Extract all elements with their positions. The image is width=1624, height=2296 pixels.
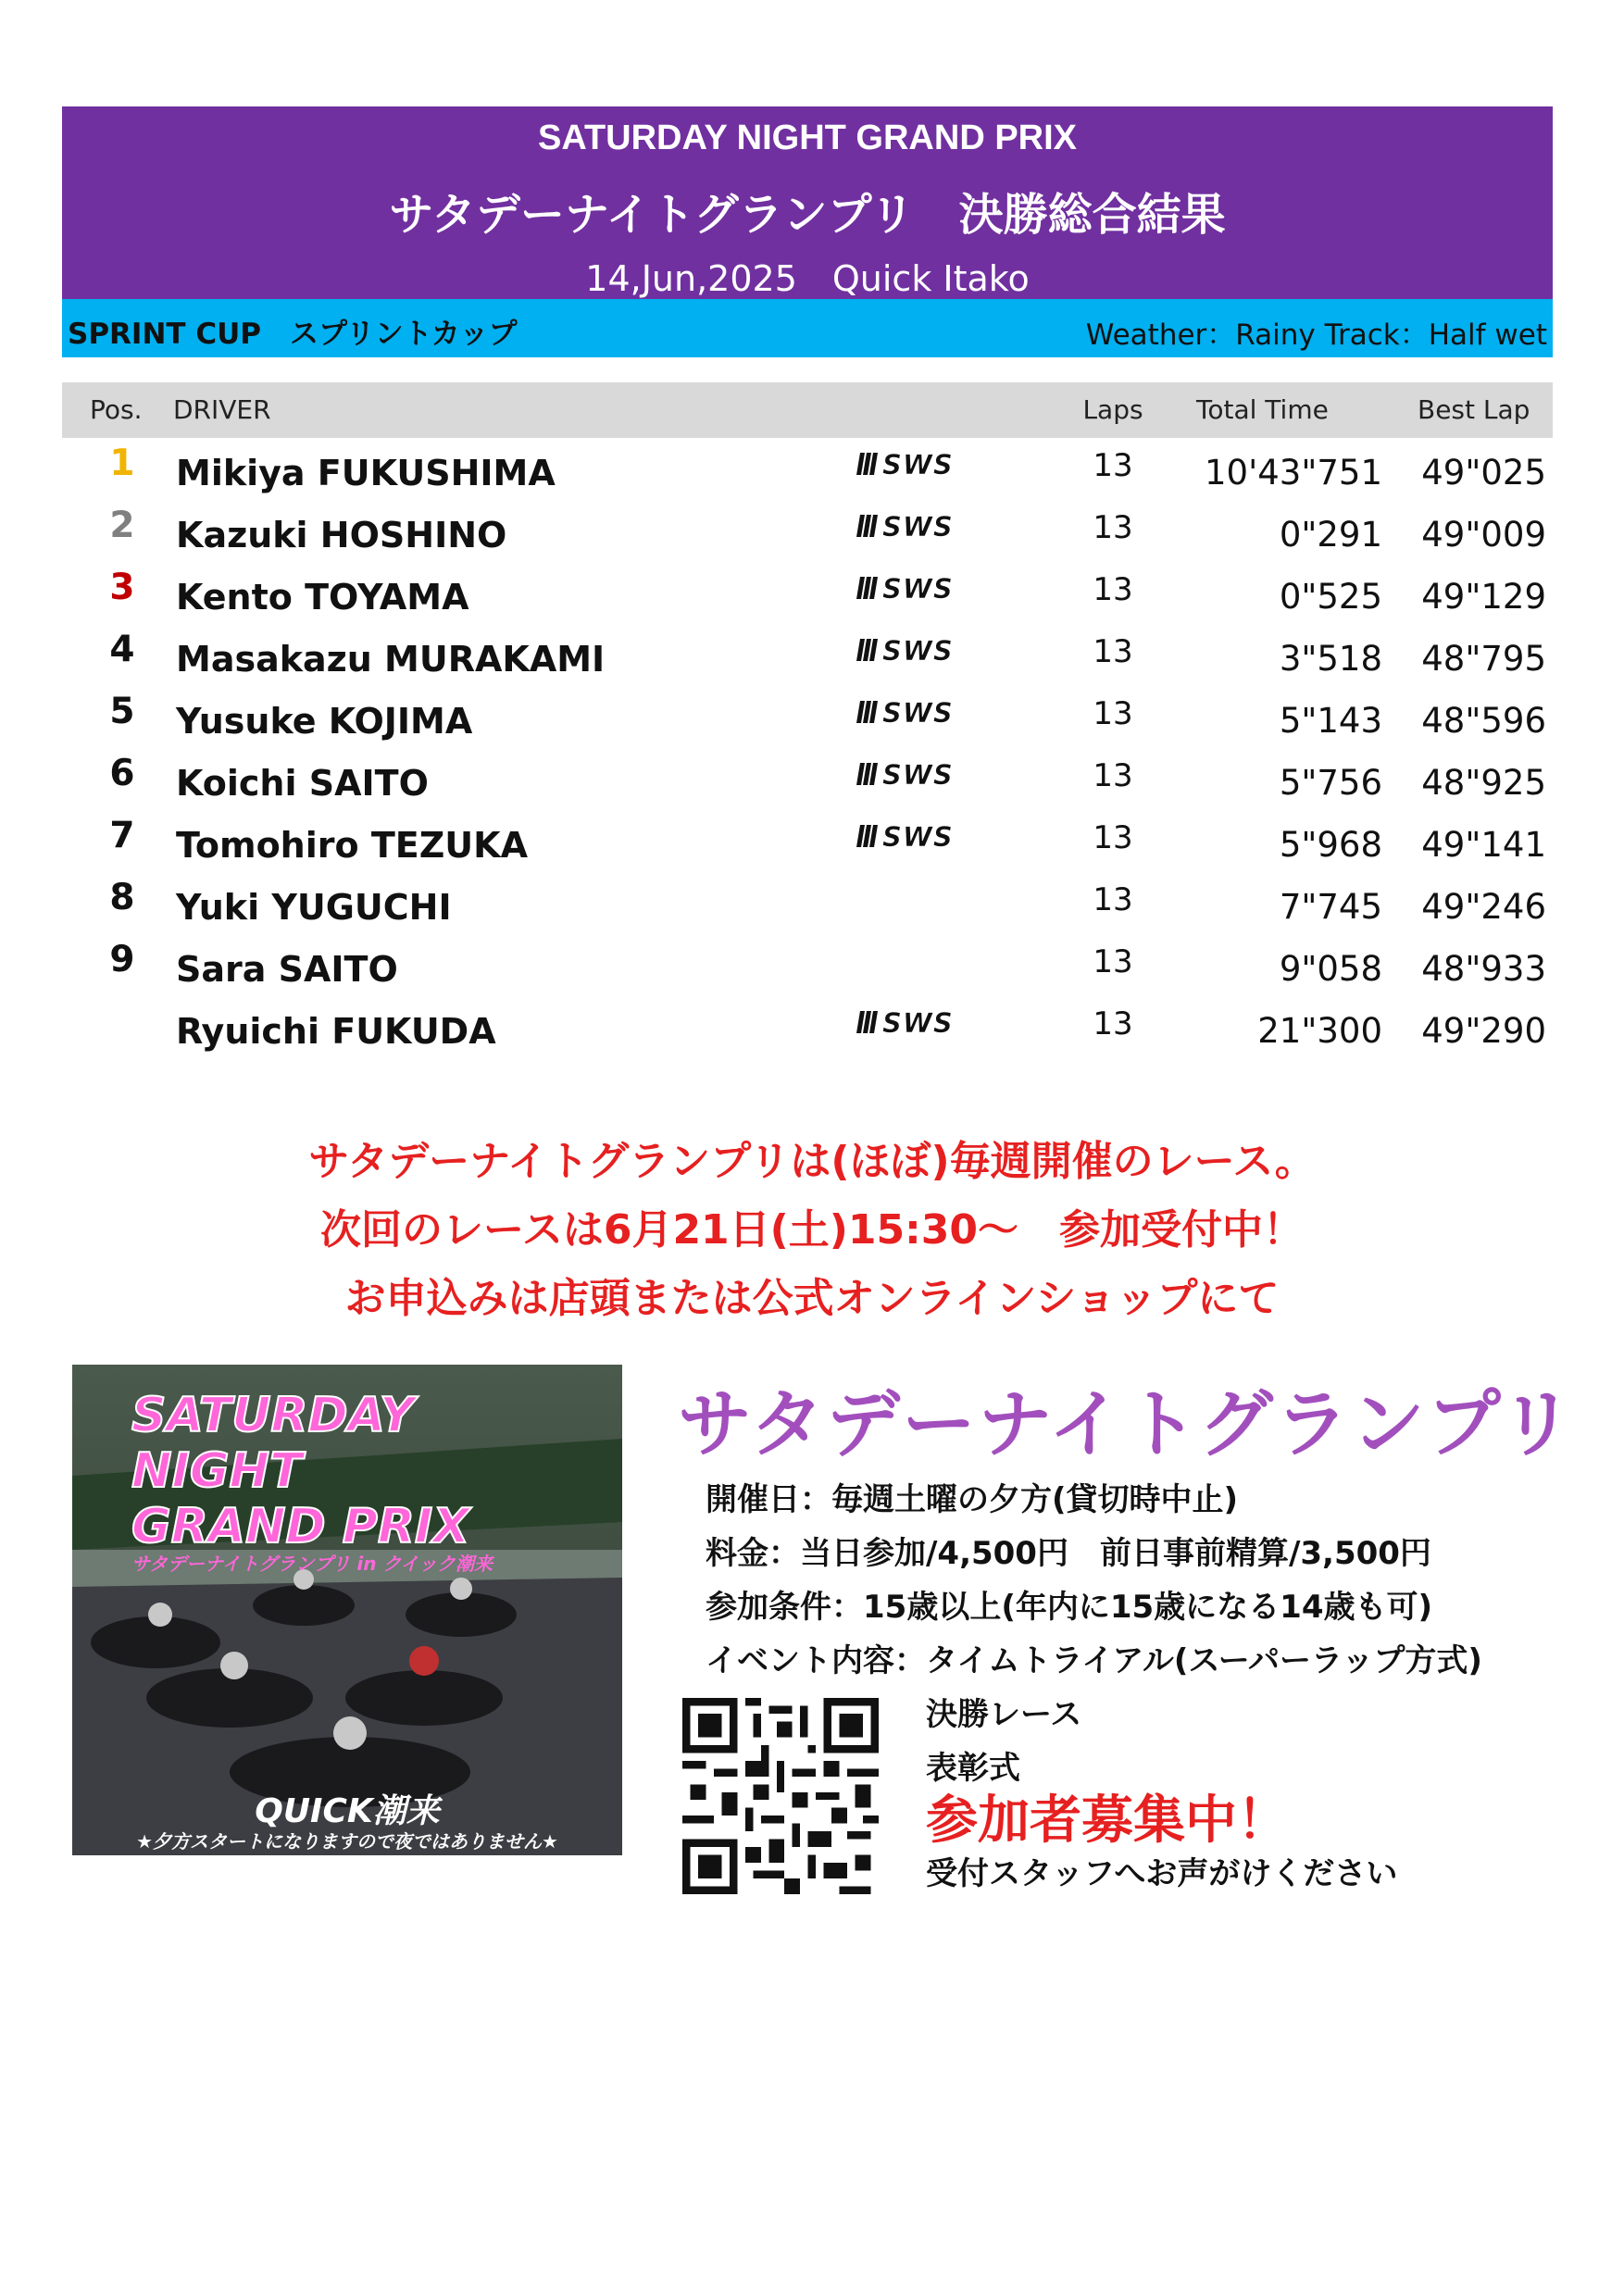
sws-team-logo-icon xyxy=(856,760,984,788)
table-row xyxy=(62,630,1553,686)
kart-race-photo xyxy=(72,1365,622,1855)
total-time-cell: 0"525 xyxy=(1279,577,1382,617)
position-cell: 2 xyxy=(109,505,135,546)
driver-name-cell: Sara SAITO xyxy=(176,949,398,990)
driver-name-cell: Masakazu MURAKAMI xyxy=(176,639,606,680)
best-lap-cell: 49"025 xyxy=(1421,453,1546,493)
position-cell: 3 xyxy=(109,567,135,608)
driver-name-cell: Koichi SAITO xyxy=(176,763,429,804)
total-time-cell: 3"518 xyxy=(1279,639,1382,679)
best-lap-cell: 49"009 xyxy=(1421,515,1546,555)
recruit-text: 参加者募集中！ xyxy=(926,1791,1289,1851)
info-ceremony: 表彰式 xyxy=(926,1750,1020,1787)
table-row xyxy=(62,506,1553,562)
best-lap-cell: 49"141 xyxy=(1421,825,1546,865)
info-eligibility: 参加条件：15歳以上(年内に15歳になる14歳も可) xyxy=(706,1589,1433,1626)
driver-name-cell: Kento TOYAMA xyxy=(176,577,469,618)
laps-cell: 13 xyxy=(1093,1005,1133,1042)
qr-code-icon[interactable] xyxy=(682,1698,879,1894)
table-row xyxy=(62,693,1553,748)
table-row xyxy=(62,941,1553,996)
results-header xyxy=(62,106,1553,299)
table-row xyxy=(62,568,1553,624)
driver-name-cell: Ryuichi FUKUDA xyxy=(176,1011,496,1052)
poster-title-line-2: NIGHT xyxy=(131,1443,303,1499)
best-lap-cell: 49"129 xyxy=(1421,577,1546,617)
laps-cell: 13 xyxy=(1093,447,1133,484)
laps-cell: 13 xyxy=(1093,757,1133,794)
info-fee: 料金：当日参加/4,500円 前日事前精算/3,500円 xyxy=(706,1535,1431,1572)
sws-logo-text: SWS xyxy=(882,636,954,664)
total-time-cell: 9"058 xyxy=(1279,949,1382,989)
laps-cell: 13 xyxy=(1093,695,1133,732)
notice-line-2: 次回のレースは6月21日(土)15:30～ 参加受付中！ xyxy=(320,1206,1304,1254)
sws-team-logo-icon xyxy=(856,574,984,602)
table-row xyxy=(62,755,1553,810)
col-driver: DRIVER xyxy=(173,394,271,425)
info-title: サタデーナイトグランプリ xyxy=(678,1381,1576,1467)
sws-team-logo-icon xyxy=(856,822,984,850)
position-cell: 6 xyxy=(109,753,135,794)
position-cell: 7 xyxy=(109,815,135,856)
event-title-jp: サタデーナイトグランプリ 決勝総合結果 xyxy=(389,189,1226,241)
driver-name-cell: Kazuki HOSHINO xyxy=(176,515,507,555)
total-time-cell: 5"143 xyxy=(1279,701,1382,741)
notice-line-1: サタデーナイトグランプリは(ほぼ)毎週開催のレース。 xyxy=(308,1138,1316,1185)
table-row xyxy=(62,1003,1553,1058)
position-cell: 9 xyxy=(109,939,135,980)
event-info-panel xyxy=(678,1365,1576,1892)
position-cell: 4 xyxy=(109,629,135,670)
poster-subtitle: サタデーナイトグランプリ in クイック潮来 xyxy=(131,1553,493,1575)
col-pos: Pos. xyxy=(90,394,143,425)
col-best-lap: Best Lap xyxy=(1418,394,1530,425)
notice-line-3: お申込みは店頭または公式オンラインショップにて xyxy=(344,1275,1280,1322)
laps-cell: 13 xyxy=(1093,943,1133,980)
total-time-cell: 5"756 xyxy=(1279,763,1382,803)
poster-title-line-3: GRAND PRIX xyxy=(131,1499,470,1554)
best-lap-cell: 48"925 xyxy=(1421,763,1546,803)
total-time-cell: 10'43"751 xyxy=(1205,453,1382,493)
poster-brand: QUICK潮来 xyxy=(255,1792,440,1830)
total-time-cell: 0"291 xyxy=(1279,515,1382,555)
info-schedule: 開催日：毎週土曜の夕方(貸切時中止) xyxy=(706,1481,1239,1518)
laps-cell: 13 xyxy=(1093,571,1133,608)
position-cell: 8 xyxy=(109,877,135,918)
laps-cell: 13 xyxy=(1093,633,1133,670)
sws-logo-text: SWS xyxy=(882,574,954,602)
best-lap-cell: 49"290 xyxy=(1421,1011,1546,1051)
poster-footer: ★夕方スタートになりますので夜ではありません★ xyxy=(136,1830,558,1853)
results-column-header xyxy=(62,382,1553,438)
info-final-race: 決勝レース xyxy=(926,1696,1082,1733)
table-row xyxy=(62,444,1553,500)
class-bar xyxy=(62,299,1553,357)
class-label: SPRINT CUP スプリントカップ xyxy=(68,318,518,351)
driver-name-cell: Mikiya FUKUSHIMA xyxy=(176,453,556,493)
track-conditions: Weather：Rainy Track：Half wet xyxy=(1085,318,1547,352)
event-title-en: SATURDAY NIGHT GRAND PRIX xyxy=(537,119,1078,157)
total-time-cell: 21"300 xyxy=(1257,1011,1382,1051)
poster-title-line-1: SATURDAY xyxy=(131,1388,415,1443)
driver-name-cell: Yuki YUGUCHI xyxy=(176,887,452,928)
best-lap-cell: 49"246 xyxy=(1421,887,1546,927)
contact-text: 受付スタッフへお声がけください xyxy=(926,1855,1398,1892)
total-time-cell: 7"745 xyxy=(1279,887,1382,927)
info-content: イベント内容：タイムトライアル(スーパーラップ方式) xyxy=(706,1642,1482,1679)
laps-cell: 13 xyxy=(1093,819,1133,856)
best-lap-cell: 48"933 xyxy=(1421,949,1546,989)
sws-team-logo-icon xyxy=(856,1008,984,1036)
best-lap-cell: 48"795 xyxy=(1421,639,1546,679)
sws-logo-text: SWS xyxy=(882,760,954,788)
laps-cell: 13 xyxy=(1093,881,1133,918)
best-lap-cell: 48"596 xyxy=(1421,701,1546,741)
sws-logo-text: SWS xyxy=(882,450,954,478)
table-row xyxy=(62,879,1553,934)
col-total-time: Total Time xyxy=(1196,394,1329,425)
sws-team-logo-icon xyxy=(856,698,984,726)
position-cell: 1 xyxy=(109,443,135,484)
event-date-venue: 14,Jun,2025 Quick Itako xyxy=(585,258,1030,299)
sws-logo-text: SWS xyxy=(882,822,954,850)
position-cell: 5 xyxy=(109,691,135,732)
laps-cell: 13 xyxy=(1093,509,1133,546)
table-row xyxy=(62,817,1553,872)
driver-name-cell: Yusuke KOJIMA xyxy=(176,701,473,742)
driver-name-cell: Tomohiro TEZUKA xyxy=(176,825,528,866)
sws-logo-text: SWS xyxy=(882,512,954,540)
sws-logo-text: SWS xyxy=(882,698,954,726)
col-laps: Laps xyxy=(1082,394,1143,425)
sws-team-logo-icon xyxy=(856,512,984,540)
sws-team-logo-icon xyxy=(856,636,984,664)
sws-team-logo-icon xyxy=(856,450,984,478)
sws-logo-text: SWS xyxy=(882,1008,954,1036)
total-time-cell: 5"968 xyxy=(1279,825,1382,865)
event-poster-image xyxy=(72,1365,622,1855)
